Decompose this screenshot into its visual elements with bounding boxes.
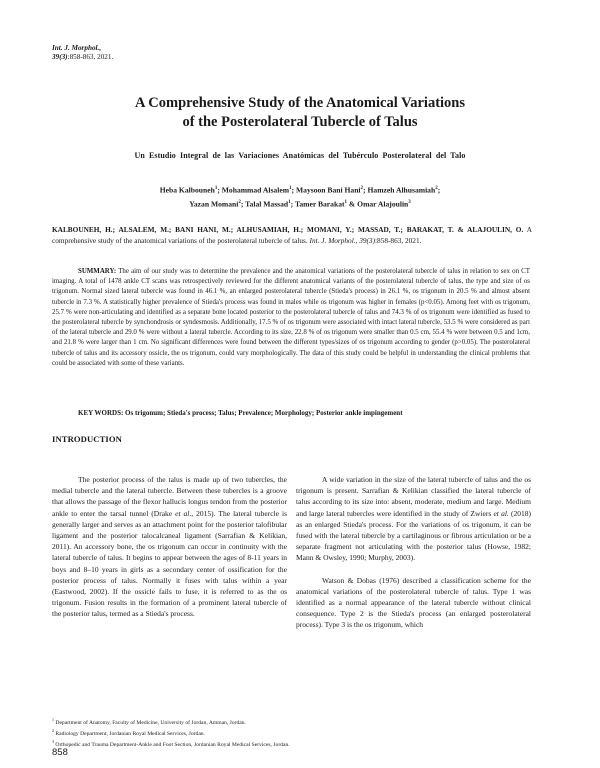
citation-authors: KALBOUNEH, H.; ALSALEM, M.; BANI HANI, M.; ALHUSAMIAH, H.; MOMANI, Y.; MASSAD, T.; BARAKAT, T. & ALAJOULIN, O. [52, 225, 524, 234]
affiliation-footnotes [52, 716, 532, 749]
page-number: 858 [52, 747, 68, 758]
paragraph [296, 474, 531, 564]
title-line-1: A Comprehensive Study of the Anatomical Variations [134, 95, 466, 111]
author-name: Hamzeh Alhusamiah [367, 185, 436, 195]
footnote [52, 727, 532, 738]
affiliation-mark: 3 [408, 199, 411, 205]
summary-text: The aim of our study was to determine the prevalence and the anatomical variations of the posterolateral tubercle of talus in relation to sex on CT imaging. A total of 1478 ankle CT scans was retrospectively reviewed for the different anatomical variants of the posterolateral tubercle of talus, the type and size of os trigonum. Normal sized lateral tubercle was found in 46.1 %, an enlarged posterolateral tubercle (Stieda's process) in 26.1 %, os trigonum in 20.5 % and almost absent tubercle in 7.3 %. A statistically higher prevalence of Stieda's process was found in males while os trigonum was higher in females (p<0.05). Among feet with os trigonum, 25.7 % were non-articulating and identified as a separate bone located posterior to the posterolateral tubercle of talus and 74.3 % of os trigonum were identified as fused to the posterolateral tubercle by synchondrosis or syndesmosis. Additionally, 17.5 % of os trigonum were associated with intact lateral tubercle, 53.5 % were considered as part of the lateral tubercle and 29.0 % were without a lateral tubercle. According to its size, 22.8 % of os trigonum were smaller than 0.5 cm, 55.4 % were between 0.5 and 1cm, and 21.8 % were larger than 1 cm. No significant differences were found between the different types/sizes of os trigonum according to gender (p>0.05). The posterolateral tubercle of talus and its accessory ossicle, the os trigonum, could vary morphologically. The data of this study could be helpful in understanding the clinical problems that could be associated with some of these variants. [52, 268, 530, 367]
paragraph: Watson & Dobas (1976) described a classification scheme for the anatomical variations of the posterolateral tubercle of talus. Type 1 was identified as a normal appearance of the lateral tubercle without clinical consequence. Type 2 is the Stieda's process (an enlarged posterolateral process). Type 3 is the os trigonum, which [296, 575, 531, 630]
author-line-1: Heba Kalbouneh$^1$; Mohammad Alsalem$^1$; Maysoon Bani Hani$^2$; Hamzeh Alhusamiah$^2$; [159, 185, 441, 195]
paragraph-text: ., 2015). The lateral tubercle is generally larger and serves as an attachment point for the posterior talofibular ligament and the posterior talocalcaneal ligament (Sarrafian & Kelikian, 2011). An accessory bone, the os trigonum can occur in continuity with the lateral tubercle of talus. It begins to appear between the ages of 8-11 years in boys and 8–10 years in girls as a secondary center of ossification for the posterior process of talus. Normally it fuses with talus within a year (Eastwood, 2002). If the ossicle fails to fuse, it is referred to as the os trigonum. Fusion results in the formation of a prominent lateral tubercle of the posterior talus, termed as a Stieda's process. [52, 508, 287, 619]
left-column [52, 474, 287, 631]
summary-label: SUMMARY: [78, 268, 117, 275]
author-name: Tamer Barakat [294, 199, 345, 209]
paragraph-text: The posterior process of the talus is made up of two tubercles, the medial tubercle and the lateral tubercle. Between these tubercles is a groove that allows the passage of the flexor hallucis longus tendon from the posterior ankle to enter the tarsal tunnel (Drake [52, 475, 287, 518]
author-name: Talal Massad [245, 199, 289, 209]
volume-number: 39(3) [52, 53, 68, 61]
author-name: Mohammad Alsalem [221, 185, 290, 195]
author-list [60, 183, 540, 210]
affiliation-mark: 2 [435, 186, 438, 191]
et-al: et al. [493, 508, 509, 518]
citation [52, 224, 532, 246]
et-al: et al [175, 508, 190, 518]
affiliation-mark: 1 [289, 186, 292, 191]
citation-journal: Int. J. Morphol., 39(3) [309, 236, 376, 245]
journal-name: Int. J. Morphol., [52, 44, 102, 52]
paragraph-text: A wide variation in the size of the lateral tubercle of talus and the os trigonum is present. Sarrafian & Kelikian classified the lateral tubercle of talus according to its size into: absent, moderate, medium and large. Medium and large lateral tubercles were identified in the study of Zwiers [296, 475, 531, 518]
section-heading: INTRODUCTION [52, 434, 122, 444]
footnote-mark: 3 [52, 739, 54, 745]
affiliation-mark: 1 [288, 199, 291, 205]
journal-pages: :858-863, 2021. [67, 53, 114, 61]
author-name: Maysoon Bani Hani [295, 185, 361, 195]
affiliation-mark: 2 [360, 186, 364, 191]
affiliation-mark: 1 [344, 199, 348, 205]
footnote-text: Radiology Department, Jordanian Royal Medical Services, Jordan. [54, 730, 205, 737]
abstract [52, 267, 530, 369]
footnote [52, 738, 532, 749]
journal-volume [52, 53, 113, 62]
footnote-text: Department of Anatomy, Faculty of Medicine, University of Jordan, Amman, Jordan. [54, 719, 246, 726]
footnote-mark: 2 [52, 728, 54, 734]
author-name: Heba Kalbouneh [159, 185, 215, 195]
keywords: KEY WORDS: Os trigonum; Stieda's process; Talus; Prevalence; Morphology; Posterior ankle impingement [78, 409, 403, 417]
footnote-text: Orthopedic and Trauma Department-Ankle and Foot Section, Jordanian Royal Medical Services, Jordan. [54, 741, 290, 748]
spanish-title: Un Estudio Integral de las Variaciones Anatómicas del Tubérculo Posterolateral del Talo [134, 151, 466, 160]
journal-header [52, 44, 113, 62]
author-line-2: Yazan Momani$^2$; Talal Massad$^1$; Tamer Barakat$^1$ & Omar Alajoulin$^3$ [189, 199, 411, 209]
footnote [52, 716, 532, 727]
citation-text: A comprehensive study of the anatomical variations of the posterolateral tubercle of talus. [52, 225, 532, 245]
paragraph [52, 474, 287, 620]
affiliation-mark: 2 [238, 199, 241, 205]
footnote-mark: 1 [52, 717, 54, 722]
author-name: Yazan Momani [189, 199, 239, 209]
affiliation-mark: 1 [214, 186, 218, 191]
article-title [40, 94, 560, 132]
author-name: Omar Alajoulin [357, 199, 409, 209]
right-column [296, 474, 531, 642]
title-line-2: of the Posterolateral Tubercle of Talus [182, 114, 418, 130]
paragraph-text: (2018) as an enlarged Stieda's process. For the variations of os trigonum, it can be fused with the lateral tubercle by a cartilaginous or fibrous articulation or be a separate fragment not articulating with the posterior talus (Howse, 1982; Mann & Owsley, 1990; Murphy, 2003). [296, 508, 532, 563]
citation-pages: :858-863, 2021. [375, 236, 422, 245]
